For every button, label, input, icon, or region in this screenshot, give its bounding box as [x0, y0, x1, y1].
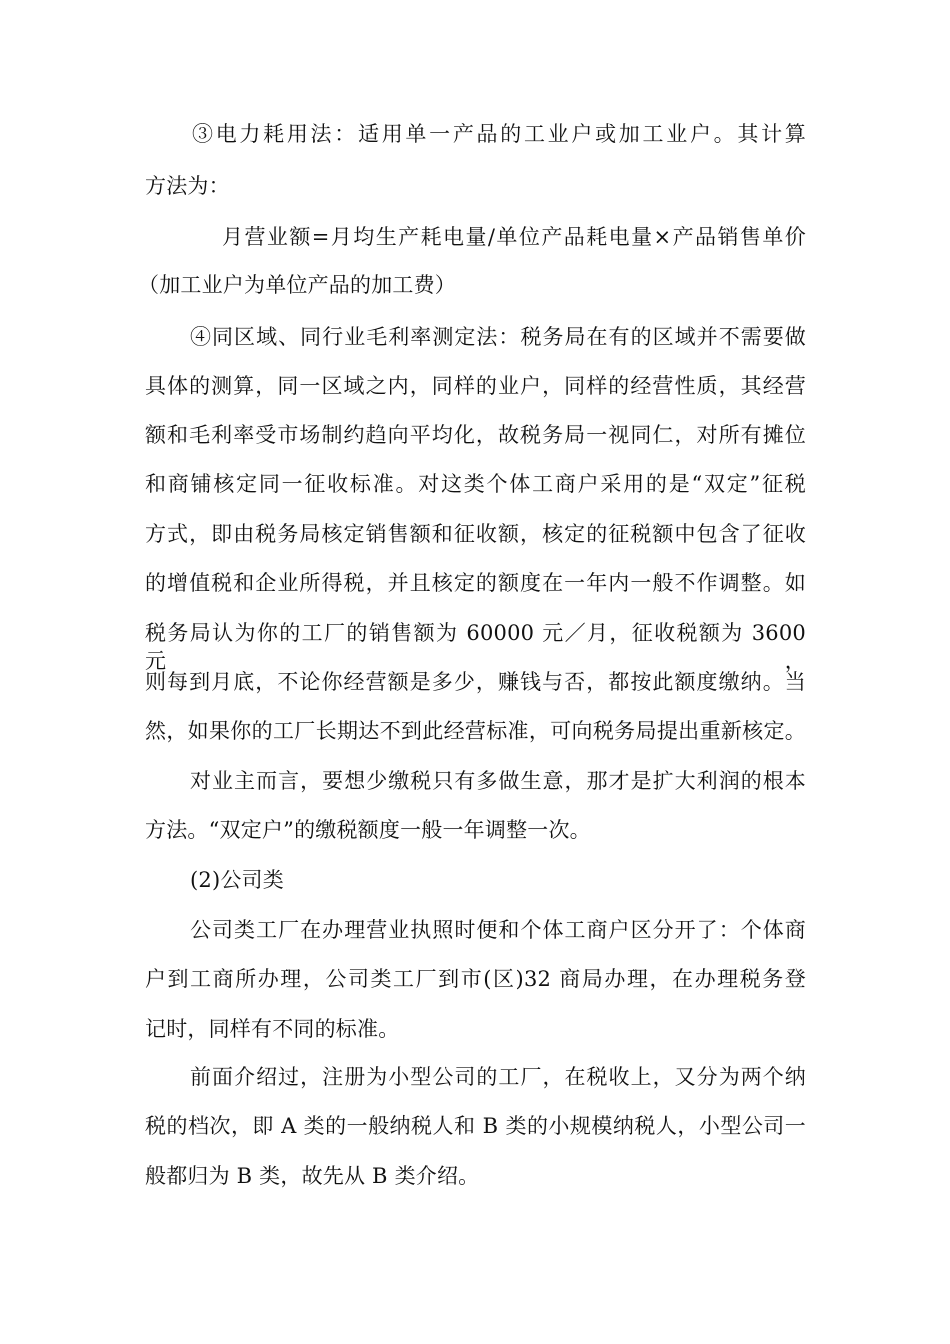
text-line: 记时，同样有不同的标准。	[145, 1017, 400, 1041]
text-line: 税的档次，即 A 类的一般纳税人和 B 类的小规模纳税人，小型公司一	[145, 1114, 806, 1138]
text-line: 户到工商所办理，公司类工厂到市(区)32 商局办理，在办理税务登	[145, 967, 806, 991]
text-line: 般都归为 B 类，故先从 B 类介绍。	[145, 1164, 480, 1188]
text-line: 方式，即由税务局核定销售额和征收额，核定的征税额中包含了征收	[145, 522, 806, 546]
text-line: 税务局认为你的工厂的销售额为 60000 元／月，征收税额为 3600 元，	[145, 621, 806, 673]
text-line: 具体的测算，同一区域之内，同样的业户，同样的经营性质，其经营	[145, 374, 806, 398]
formula-line: 月营业额=月均生产耗电量/单位产品耗电量×产品销售单价	[222, 225, 806, 249]
text-line: 的增值税和企业所得税，并且核定的额度在一年内一般不作调整。如	[145, 571, 806, 595]
text-line: ④同区域、同行业毛利率测定法：税务局在有的区域并不需要做	[190, 325, 806, 349]
text-line: 前面介绍过，注册为小型公司的工厂，在税收上，又分为两个纳	[190, 1065, 806, 1089]
text-line: 方法。“双定户”的缴税额度一般一年调整一次。	[145, 818, 591, 842]
text-line: 额和毛利率受市场制约趋向平均化，故税务局一视同仁，对所有摊位	[145, 423, 806, 447]
text-line: 方法为：	[145, 174, 230, 198]
text-line: 和商铺核定同一征收标准。对这类个体工商户采用的是“双定”征税	[145, 472, 806, 496]
text-line: 然，如果你的工厂长期达不到此经营标准，可向税务局提出重新核定。	[145, 719, 806, 743]
text-line: （加工业户为单位产品的加工费）	[138, 273, 456, 297]
text-line: 公司类工厂在办理营业执照时便和个体工商户区分开了：个体商	[190, 918, 806, 942]
section-heading: (2)公司类	[190, 868, 284, 892]
text-line: 对业主而言，要想少缴税只有多做生意，那才是扩大利润的根本	[190, 769, 806, 793]
text-line: ③电力耗用法：适用单一产品的工业户或加工业户。其计算	[192, 122, 806, 146]
text-line: 则每到月底，不论你经营额是多少，赚钱与否，都按此额度缴纳。当	[145, 670, 806, 694]
